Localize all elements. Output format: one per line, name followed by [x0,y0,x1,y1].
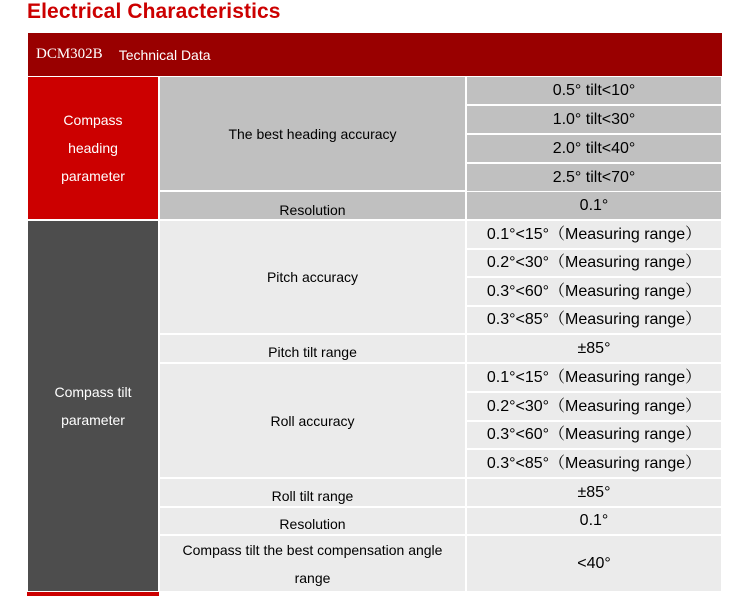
pitch-accuracy-label: Pitch accuracy [159,220,466,334]
table-bottom-accent [27,592,159,596]
roll-accuracy-label: Roll accuracy [159,363,466,478]
page-title: Electrical Characteristics [27,0,281,23]
compensation-angle-label: Compass tilt the best compensation angle range [159,535,466,592]
heading-accuracy-value: 2.5° tilt<70° [466,163,722,192]
category-compass-tilt: Compass tilt parameter [27,220,159,592]
heading-accuracy-value: 0.5° tilt<10° [466,76,722,105]
category-compass-heading: Compass heading parameter [27,76,159,220]
roll-accuracy-value: 0.1°<15°（Measuring range） [466,363,722,392]
compensation-angle-value: <40° [466,535,722,592]
pitch-accuracy-value: 0.2°<30°（Measuring range） [466,249,722,277]
heading-accuracy-value: 2.0° tilt<40° [466,134,722,163]
roll-accuracy-value: 0.3°<85°（Measuring range） [466,449,722,478]
roll-range-label: Roll tilt range [159,478,466,507]
heading-accuracy-value: 1.0° tilt<30° [466,105,722,134]
pitch-range-value: ±85° [466,334,722,363]
table-banner [28,33,722,76]
tilt-resolution-value: 0.1° [466,507,722,535]
roll-accuracy-value: 0.3°<60°（Measuring range） [466,421,722,449]
banner-description: Technical Data [118,46,211,63]
pitch-range-label: Pitch tilt range [159,334,466,363]
heading-accuracy-label: The best heading accuracy [159,76,466,191]
heading-resolution-label: Resolution [159,191,466,220]
heading-resolution-value: 0.1° [466,191,722,220]
tilt-resolution-label: Resolution [159,507,466,535]
pitch-accuracy-value: 0.3°<85°（Measuring range） [466,306,722,334]
pitch-accuracy-value: 0.1°<15°（Measuring range） [466,220,722,249]
pitch-accuracy-value: 0.3°<60°（Measuring range） [466,277,722,306]
model-name: DCM302B [36,46,103,62]
roll-range-value: ±85° [466,478,722,507]
roll-accuracy-value: 0.2°<30°（Measuring range） [466,392,722,421]
